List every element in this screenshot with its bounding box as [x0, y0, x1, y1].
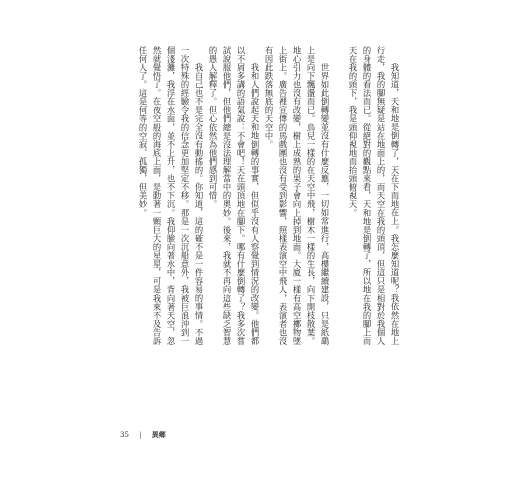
paragraph-2: 世界如此倒轉變並沒有什麼反應，一切如常進行，高樓繼續建設，只是紙鷂上是向下飄盪而已。鳥兒一樣的在天空中飛，樹木一樣的生長，向下開枝散葉。地心引力也沒有改變，樹上成熟的果子會向上掉到地面。大廈一樣有高空擲物墜上街上。廣告裡宣傳的馬戲團也沒有受到影響，照樣表演空中飛人，表演者也沒有因此跌落無底的天空中。	[264, 46, 330, 346]
paragraph-4: 我自己也不是完全沒有動搖的。你知道，這的確不是一件容易的事情。不過一次特殊的經驗令我的信念更加堅定不移。那是一次沉船意外，我被巨浪沖到一個淺灘，我浮在水面，並不上升，也不下沉。我仰臉向著水中，背向著天空，忽然就覺悟了。在夜空般的海底上面，是動著一顆巨大的星星，可是我來不及告訴任何人了。這是何等的空寂、孤獨，但美妙。	[138, 46, 204, 346]
paragraph-3: 我和人們說起天和地倒轉的事實，但似乎沒有人察覺到情況的改變。他們都以不屑多講的語氣說：不會吧！天在頭頂地在腳下。哪有什麼倒轉了？我多次嘗試說服他們，但他們總是沒法理解當中的奧妙。後來，我就不再向這些缺乏智慧的愚人解釋了。但心依然為他們感到可惜。	[208, 46, 260, 346]
page-number: 35	[120, 431, 129, 439]
running-title: 異鄉	[151, 430, 166, 439]
paragraph-1: 我知道，天和地是倒轉了，天在下而地在上。我怎麼知道呢？我依然在地上行走，我的腳無疑是站在地面上的，而天空在我的頭頂，但這只是相對於我個人的身體的看法而已。從絕對的觀點來看，天和地是倒轉了，所以地在我的腳上而天在我的頭下，我是頭仰視地而抬頭俯視天。	[348, 46, 400, 346]
footer-separator: |	[139, 431, 142, 439]
vertical-text-block	[137, 46, 402, 346]
page-footer	[120, 430, 166, 440]
